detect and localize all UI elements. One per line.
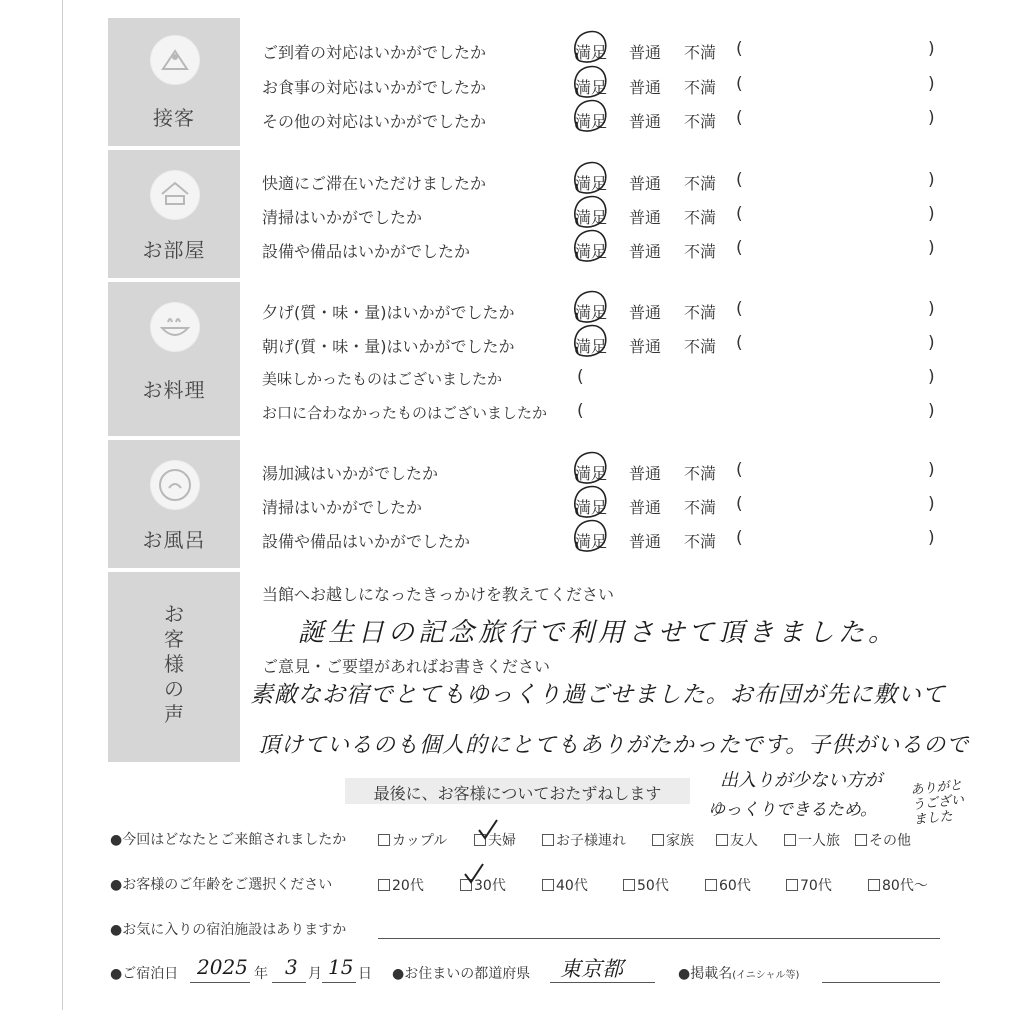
option-normal[interactable]: 普通 <box>629 43 662 62</box>
satisfied-hand-circle <box>570 484 610 520</box>
month-unit: 月 <box>308 966 322 982</box>
option-unsatisfied[interactable]: 不満 <box>684 78 717 97</box>
companion-option-label: 友人 <box>730 833 758 849</box>
option-normal[interactable]: 普通 <box>629 337 662 356</box>
companion-checkbox[interactable] <box>716 834 728 846</box>
companion-option[interactable] <box>542 830 626 850</box>
room-icon <box>150 170 200 220</box>
age-option[interactable] <box>705 875 751 895</box>
companion-checkbox[interactable] <box>542 834 554 846</box>
close-paren: ) <box>928 299 935 319</box>
publish-name-label: ●掲載名(イニシャル等) <box>678 966 800 982</box>
open-paren: ( <box>736 204 743 224</box>
question-text: 夕げ(質・味・量)はいかがでしたか <box>262 303 515 322</box>
companion-option-label: 家族 <box>666 833 694 849</box>
age-option-label: 30代 <box>474 878 506 894</box>
open-paren: ( <box>577 401 584 421</box>
companion-checkbox[interactable] <box>784 834 796 846</box>
option-satisfied[interactable]: 満足 <box>575 337 608 356</box>
option-satisfied[interactable]: 満足 <box>575 303 608 322</box>
satisfied-hand-circle <box>570 29 610 65</box>
option-satisfied[interactable]: 満足 <box>575 208 608 227</box>
companion-option[interactable] <box>784 830 840 850</box>
age-option[interactable] <box>378 875 424 895</box>
option-unsatisfied[interactable]: 不満 <box>684 242 717 261</box>
age-option-label: 50代 <box>637 878 669 894</box>
option-satisfied[interactable]: 満足 <box>575 242 608 261</box>
stay-day-value: 15 <box>328 955 354 979</box>
age-option[interactable] <box>542 875 588 895</box>
age-option-label: 20代 <box>392 878 424 894</box>
open-paren: ( <box>736 528 743 548</box>
option-unsatisfied[interactable]: 不満 <box>684 208 717 227</box>
section-label: お風呂 <box>142 528 206 552</box>
question-text: その他の対応はいかがでしたか <box>262 112 487 131</box>
day-unit: 日 <box>358 966 372 982</box>
favorite-answer-line[interactable] <box>378 938 940 939</box>
option-normal[interactable]: 普通 <box>629 112 662 131</box>
voice-question-trigger: 当館へお越しになったきっかけを教えてください <box>262 585 615 604</box>
option-unsatisfied[interactable]: 不満 <box>684 532 717 551</box>
companion-question: ●今回はどなたとご来館されましたか <box>110 832 347 848</box>
satisfied-hand-circle <box>570 518 610 554</box>
section-label: お部屋 <box>142 238 206 262</box>
section-room <box>108 150 240 278</box>
satisfied-hand-circle <box>570 160 610 196</box>
service-icon <box>150 35 200 85</box>
companion-option[interactable] <box>716 830 758 850</box>
open-paren: ( <box>736 238 743 258</box>
close-paren: ) <box>928 170 935 190</box>
option-satisfied[interactable]: 満足 <box>575 174 608 193</box>
close-paren: ) <box>928 460 935 480</box>
satisfied-hand-circle <box>570 450 610 486</box>
age-checkbox[interactable] <box>786 879 798 891</box>
option-unsatisfied[interactable]: 不満 <box>684 303 717 322</box>
option-satisfied[interactable]: 満足 <box>575 464 608 483</box>
voice-answer-line1: 素敵なお宿でとてもゆっくり過ごせました。お布団が先に敷いて <box>250 682 946 708</box>
section-label: お料理 <box>142 378 206 402</box>
year-unit: 年 <box>254 966 268 982</box>
question-text: お食事の対応はいかがでしたか <box>262 78 487 97</box>
favorite-question: ●お気に入りの宿泊施設はありますか <box>110 922 347 938</box>
option-normal[interactable]: 普通 <box>629 174 662 193</box>
option-normal[interactable]: 普通 <box>629 498 662 517</box>
voice-answer-line3: 出入りが少ない方が <box>720 770 882 791</box>
companion-checkmark <box>476 818 500 842</box>
companion-option[interactable] <box>378 830 447 850</box>
option-unsatisfied[interactable]: 不満 <box>684 112 717 131</box>
cuisine-icon <box>150 302 200 352</box>
section-service <box>108 18 240 146</box>
stay-month-line[interactable] <box>272 982 306 983</box>
question-text: 清掃はいかがでしたか <box>262 208 423 227</box>
open-paren: ( <box>736 460 743 480</box>
option-unsatisfied[interactable]: 不満 <box>684 498 717 517</box>
question-text: 設備や備品はいかがでしたか <box>262 242 471 261</box>
stay-month-value: 3 <box>285 955 298 979</box>
voice-question-feedback: ご意見・ご要望があればお書きください <box>262 657 551 676</box>
age-option-label: 70代 <box>800 878 832 894</box>
voice-answer-trigger: 誕生日の記念旅行で利用させて頂きました。 <box>298 618 899 648</box>
age-option[interactable] <box>786 875 832 895</box>
companion-option-label: その他 <box>869 833 911 849</box>
stay-day-line[interactable] <box>322 982 356 983</box>
question-text: 快適にご滞在いただけましたか <box>262 174 487 193</box>
open-paren: ( <box>736 299 743 319</box>
companion-option-label: 夫婦 <box>488 833 516 849</box>
companion-checkbox[interactable] <box>378 834 390 846</box>
age-checkbox[interactable] <box>868 879 880 891</box>
option-unsatisfied[interactable]: 不満 <box>684 337 717 356</box>
prefecture-line[interactable] <box>550 982 655 983</box>
stay-date-label: ●ご宿泊日 <box>110 966 179 982</box>
age-option-label: 60代 <box>719 878 751 894</box>
close-paren: ) <box>928 367 935 387</box>
open-paren: ( <box>736 494 743 514</box>
option-normal[interactable]: 普通 <box>629 208 662 227</box>
bath-icon <box>150 460 200 510</box>
satisfied-hand-circle <box>570 98 610 134</box>
age-checkbox[interactable] <box>705 879 717 891</box>
option-satisfied[interactable]: 満足 <box>575 78 608 97</box>
companion-checkbox[interactable] <box>855 834 867 846</box>
age-checkbox[interactable] <box>623 879 635 891</box>
close-paren: ) <box>928 494 935 514</box>
satisfied-hand-circle <box>570 323 610 359</box>
question-text: ご到着の対応はいかがでしたか <box>262 43 487 62</box>
open-paren: ( <box>736 108 743 128</box>
question-text: 設備や備品はいかがでしたか <box>262 532 471 551</box>
companion-option-label: 一人旅 <box>798 833 840 849</box>
companion-option[interactable] <box>855 830 911 850</box>
stay-year-value: 2025 <box>197 955 248 979</box>
prefecture-value: 東京都 <box>560 957 623 981</box>
age-question: ●お客様のご年齢をご選択ください <box>110 877 333 893</box>
publish-name-line[interactable] <box>822 982 940 983</box>
option-satisfied[interactable]: 満足 <box>575 532 608 551</box>
companion-option-label: カップル <box>392 833 448 849</box>
voice-answer-side-note: ありがとうございました <box>909 777 965 829</box>
option-normal[interactable]: 普通 <box>629 242 662 261</box>
question-text: 清掃はいかがでしたか <box>262 498 423 517</box>
question-text: お口に合わなかったものはございましたか <box>262 404 548 422</box>
open-paren: ( <box>736 39 743 59</box>
age-checkbox[interactable] <box>378 879 390 891</box>
close-paren: ) <box>928 401 935 421</box>
option-satisfied[interactable]: 満足 <box>575 498 608 517</box>
age-option-label: 80代〜 <box>882 878 928 894</box>
option-normal[interactable]: 普通 <box>629 303 662 322</box>
voice-answer-line4: ゆっくりできるため。 <box>708 800 878 820</box>
open-paren: ( <box>736 74 743 94</box>
close-paren: ) <box>928 333 935 353</box>
close-paren: ) <box>928 108 935 128</box>
close-paren: ) <box>928 238 935 258</box>
option-unsatisfied[interactable]: 不満 <box>684 464 717 483</box>
close-paren: ) <box>928 39 935 59</box>
option-unsatisfied[interactable]: 不満 <box>684 174 717 193</box>
option-normal[interactable]: 普通 <box>629 532 662 551</box>
close-paren: ) <box>928 528 935 548</box>
open-paren: ( <box>736 333 743 353</box>
open-paren: ( <box>577 367 584 387</box>
section-bath <box>108 440 240 568</box>
satisfied-hand-circle <box>570 228 610 264</box>
open-paren: ( <box>736 170 743 190</box>
age-checkbox[interactable] <box>542 879 554 891</box>
age-checkmark <box>462 862 486 886</box>
prefecture-label: ●お住まいの都道府県 <box>392 966 531 982</box>
section-label: 接客 <box>153 106 195 130</box>
question-text: 朝げ(質・味・量)はいかがでしたか <box>262 337 515 356</box>
option-normal[interactable]: 普通 <box>629 78 662 97</box>
companion-option-label: お子様連れ <box>556 833 626 849</box>
companion-checkbox[interactable] <box>652 834 664 846</box>
option-unsatisfied[interactable]: 不満 <box>684 43 717 62</box>
section-voice-label: お 客 様 の 声 <box>164 602 184 726</box>
satisfied-hand-circle <box>570 64 610 100</box>
close-paren: ) <box>928 204 935 224</box>
option-satisfied[interactable]: 満足 <box>575 43 608 62</box>
scan-edge-line <box>62 0 63 1010</box>
question-text: 湯加減はいかがでしたか <box>262 464 439 483</box>
age-option[interactable] <box>623 875 669 895</box>
option-satisfied[interactable]: 満足 <box>575 112 608 131</box>
age-option-label: 40代 <box>556 878 588 894</box>
option-normal[interactable]: 普通 <box>629 464 662 483</box>
voice-answer-line2: 頂けているのも個人的にとてもありがたかったです。子供がいるので <box>258 733 970 758</box>
satisfied-hand-circle <box>570 289 610 325</box>
question-text: 美味しかったものはございましたか <box>262 370 503 388</box>
close-paren: ) <box>928 74 935 94</box>
closing-banner: 最後に、お客様についておたずねします <box>345 778 690 804</box>
age-option[interactable] <box>868 875 928 895</box>
satisfied-hand-circle <box>570 194 610 230</box>
stay-year-line[interactable] <box>190 982 250 983</box>
companion-option[interactable] <box>652 830 694 850</box>
section-cuisine <box>108 282 240 436</box>
